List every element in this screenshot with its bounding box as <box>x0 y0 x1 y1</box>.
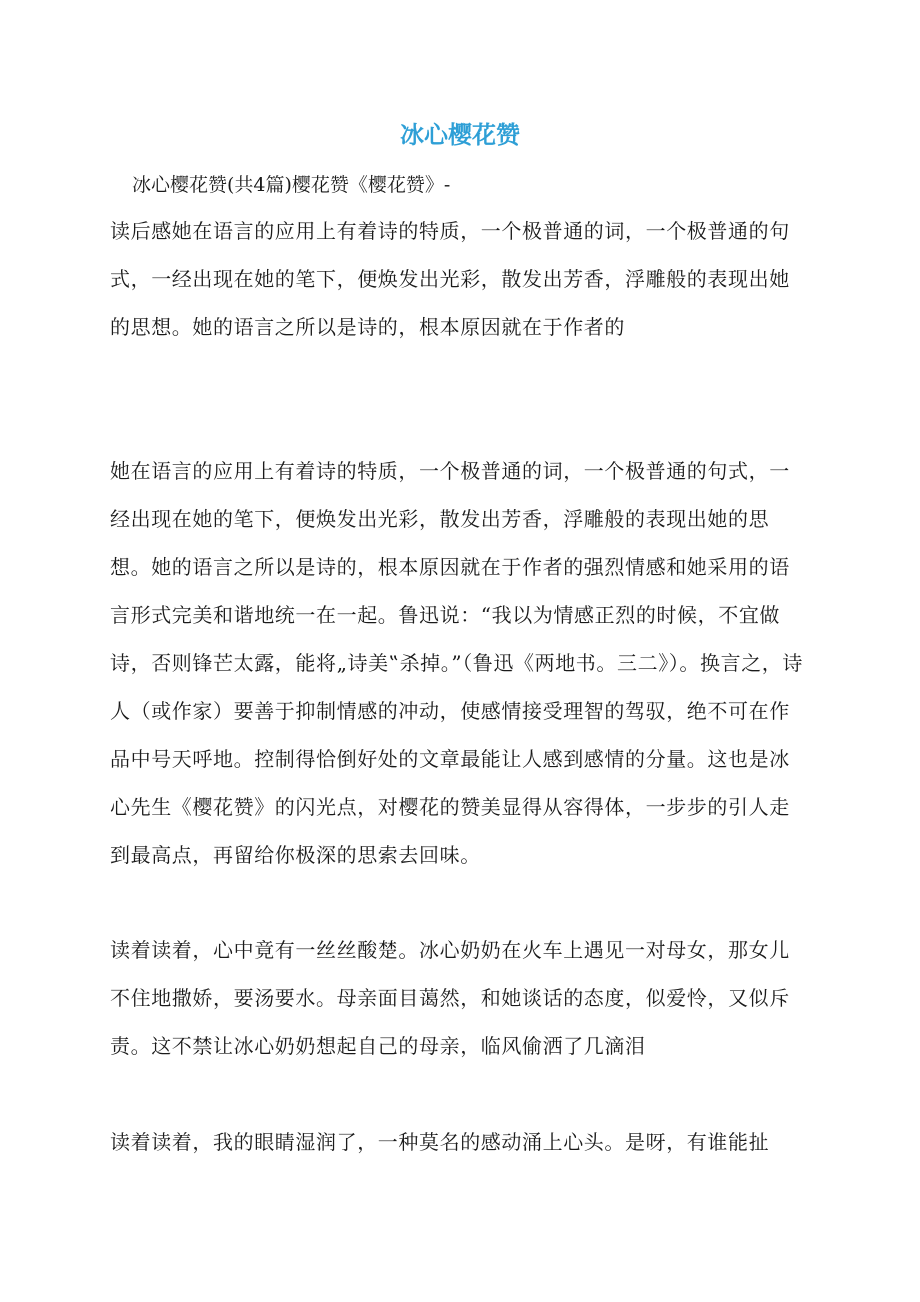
document-title: 冰心樱花赞 <box>400 120 520 149</box>
paragraph-2: 她在语言的应用上有着诗的特质，一个极普通的词，一个极普通的句式，一经出现在她的笔下，便焕发出光彩，散发出芳香，浮雕般的表现出她的思想。她的语言之所以是诗的，根本原因就在于作者的强烈情感和她采用的语言形式完美和谐地统一在一起。鲁迅说：“我以为情感正烈的时候，不宜做诗，否则锋芒太露，能将„诗美‟杀掉。”（鲁迅《两地书。三二》）。换言之，诗人（或作家）要善于抑制情感的冲动，使感情接受理智的驾驭，绝不可在作品中号天呼地。控制得恰倒好处的文章最能让人感到感情的分量。这也是冰心先生《樱花赞》的闪光点，对樱花的赞美显得从容得体，一步步的引人走到最高点，再留给你极深的思索去回味。 <box>110 459 804 867</box>
paragraph-4: 读着读着，我的眼睛湿润了，一种莫名的感动涌上心头。是呀，有谁能扯 <box>110 1130 770 1154</box>
document-subtitle: 冰心樱花赞(共4篇)樱花赞《樱花赞》- <box>132 174 451 196</box>
paragraph-3: 读着读着，心中竟有一丝丝酸楚。冰心奶奶在火车上遇见一对母女，那女儿不住地撒娇，要汤要水。母亲面目蔼然，和她谈话的态度，似爱怜，又似斥责。这不禁让冰心奶奶想起自己的母亲，临风偷洒了几滴泪 <box>110 938 790 1058</box>
paragraph-1: 读后感她在语言的应用上有着诗的特质，一个极普通的词，一个极普通的句式，一经出现在她的笔下，便焕发出光彩，散发出芳香，浮雕般的表现出她的思想。她的语言之所以是诗的，根本原因就在于作者的 <box>110 219 790 339</box>
